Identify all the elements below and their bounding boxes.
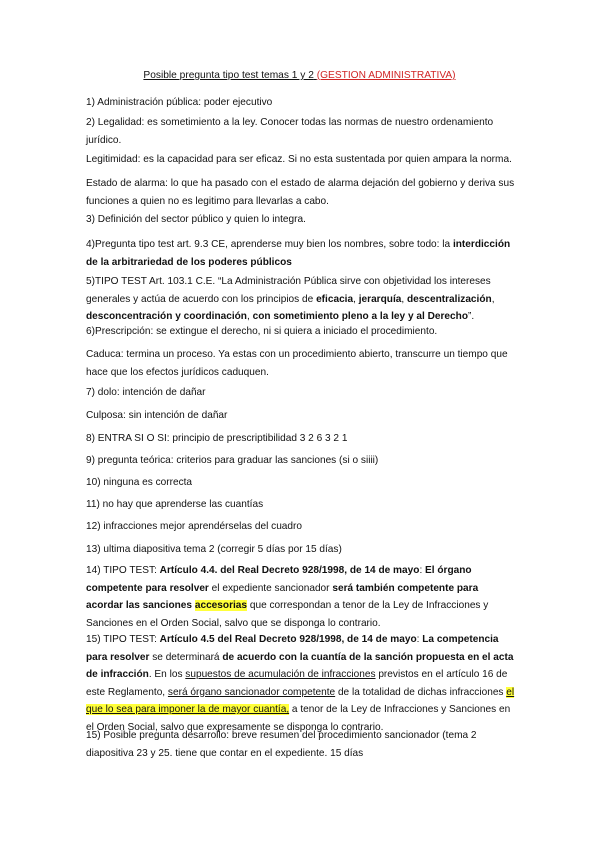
paragraph (86, 384, 516, 402)
paragraph (86, 94, 516, 112)
paragraph-text: 2) Legalidad: es sometimiento a la ley. Conocer todas las normas de nuestro ordenamiento jurídico. (86, 117, 494, 146)
paragraph-text: Artículo 4.4. del Real Decreto 928/1998, de 14 de mayo (159, 565, 420, 576)
paragraph-text: , (491, 293, 495, 305)
paragraph-text: 7) dolo: intención de dañar (86, 387, 206, 398)
paragraph-text: desconcentración y coordinación (86, 311, 247, 322)
paragraph-text: Culposa: sin intención de dañar (86, 410, 228, 421)
paragraph-text: 11) no hay que aprenderse las cuantías (86, 499, 264, 510)
paragraph-text: 14) TIPO TEST: (86, 565, 160, 576)
paragraph-text: 6)Prescripción: se extingue el derecho, ni si quiera a iniciado el procedimiento. (86, 326, 438, 337)
paragraph-text: , (353, 293, 359, 305)
document-title (0, 70, 599, 81)
paragraph-text: 10) ninguna es correcta (86, 477, 193, 488)
title-highlight: (GESTION ADMINISTRATIVA) (316, 70, 456, 81)
paragraph (86, 151, 516, 169)
paragraph (86, 407, 516, 425)
paragraph (86, 518, 516, 536)
paragraph-text: Caduca: termina un proceso. Ya estas con un procedimiento abierto, transcurre un tiempo que hace que los efectos jurídicos caduquen. (86, 349, 508, 378)
paragraph-text: Artículo 4.5 del Real Decreto 928/1998, de 14 de mayo (159, 634, 417, 645)
paragraph (86, 175, 516, 210)
paragraph-text: . En los (148, 669, 186, 680)
paragraph-text: : (416, 634, 423, 645)
paragraph-text: previstos en el artículo 16 de este Reglamento, (86, 669, 508, 698)
paragraph-text: 9) pregunta teórica: criterios para graduar las sanciones (si o siiii) (86, 455, 379, 466)
paragraph-text: el expediente sancionador (208, 582, 333, 594)
paragraph-text: de la totalidad de dichas infracciones (335, 686, 507, 698)
paragraph-text: 3) Definición del sector público y quien lo integra. (86, 214, 306, 225)
paragraph (86, 211, 516, 229)
paragraph-text: ”. (468, 311, 475, 322)
paragraph-text: El órgano competente para resolver (86, 565, 472, 594)
paragraph (86, 236, 516, 271)
paragraph-text: 15) TIPO TEST: (86, 634, 160, 645)
paragraph-text: interdicción de la arbitrariedad de los poderes públicos (86, 239, 511, 268)
paragraph (86, 430, 516, 448)
paragraph (86, 496, 516, 514)
paragraph-text: 12) infracciones mejor aprendérselas del cuadro (86, 521, 303, 532)
paragraph-text: se determinará (149, 651, 223, 663)
paragraph (86, 727, 516, 762)
paragraph (86, 452, 516, 470)
paragraph-text: La competencia para resolver (86, 634, 499, 663)
paragraph-text: será también competente para acordar las sanciones (86, 582, 479, 611)
paragraph (86, 273, 516, 326)
paragraph-text: 4)Pregunta tipo test art. 9.3 CE, aprenderse muy bien los nombres, sobre todo: la (86, 239, 453, 250)
paragraph (86, 562, 516, 632)
paragraph (86, 114, 516, 149)
paragraph-text: eficacia (316, 293, 354, 305)
paragraph-text: que correspondan a tenor de la Ley de Infracciones y Sanciones en el Orden Social, salvo que se disponga lo contrario. (86, 600, 489, 629)
highlighted-text: accesorias (194, 600, 248, 611)
paragraph (86, 323, 516, 341)
paragraph-text: 8) ENTRA SI O SI: principio de prescriptibilidad 3 2 6 3 2 1 (86, 433, 348, 444)
paragraph-text: Estado de alarma: lo que ha pasado con el estado de alarma dejación del gobierno y deriva sus funciones a quien no es legitimo para llevarlas a cabo. (86, 178, 515, 207)
paragraph-text: a tenor de la Ley de Infracciones y Sanciones en el Orden Social, salvo que expresamente se disponga lo contrario. (86, 704, 511, 733)
paragraph-text: descentralización (406, 293, 492, 305)
paragraph (86, 541, 516, 559)
paragraph-text: 1) Administración pública: poder ejecutivo (86, 97, 273, 108)
paragraph (86, 346, 516, 381)
paragraph-text: , (246, 311, 253, 322)
paragraph-text: supuestos de acumulación de infracciones (185, 669, 376, 680)
paragraph-text: : (419, 565, 426, 576)
paragraph-text: será órgano sancionador competente (167, 686, 336, 698)
title-main: Posible pregunta tipo test temas 1 y 2 (143, 70, 314, 81)
paragraph-text: con sometimiento pleno a la ley y al Derecho (252, 311, 468, 322)
paragraph-text: , (401, 293, 407, 305)
paragraph-text: jerarquía (358, 293, 402, 305)
paragraph-text: 5)TIPO TEST Art. 103.1 C.E. “La Administración Pública sirve con objetividad los intereses generales y actúa de acuerdo con los principios de (86, 276, 491, 305)
paragraph-text: Legitimidad: es la capacidad para ser eficaz. Si no esta sustentada por quien ampara la norma. (86, 154, 512, 165)
paragraph (86, 474, 516, 492)
paragraph-text: 13) ultima diapositiva tema 2 (corregir 5 días por 15 días) (86, 544, 342, 555)
paragraph (86, 631, 516, 736)
paragraph-text: 15) Posible pregunta desarrollo: breve resumen del procedimiento sancionador (tema 2 diapositiva 23 y 25. tiene que contar en el expediente. 15 días (86, 730, 477, 759)
paragraph-text: de acuerdo con la cuantía de la sanción propuesta en el acta de infracción (86, 651, 514, 680)
highlighted-text: el que lo sea para imponer la de mayor cuantía, (86, 686, 515, 715)
